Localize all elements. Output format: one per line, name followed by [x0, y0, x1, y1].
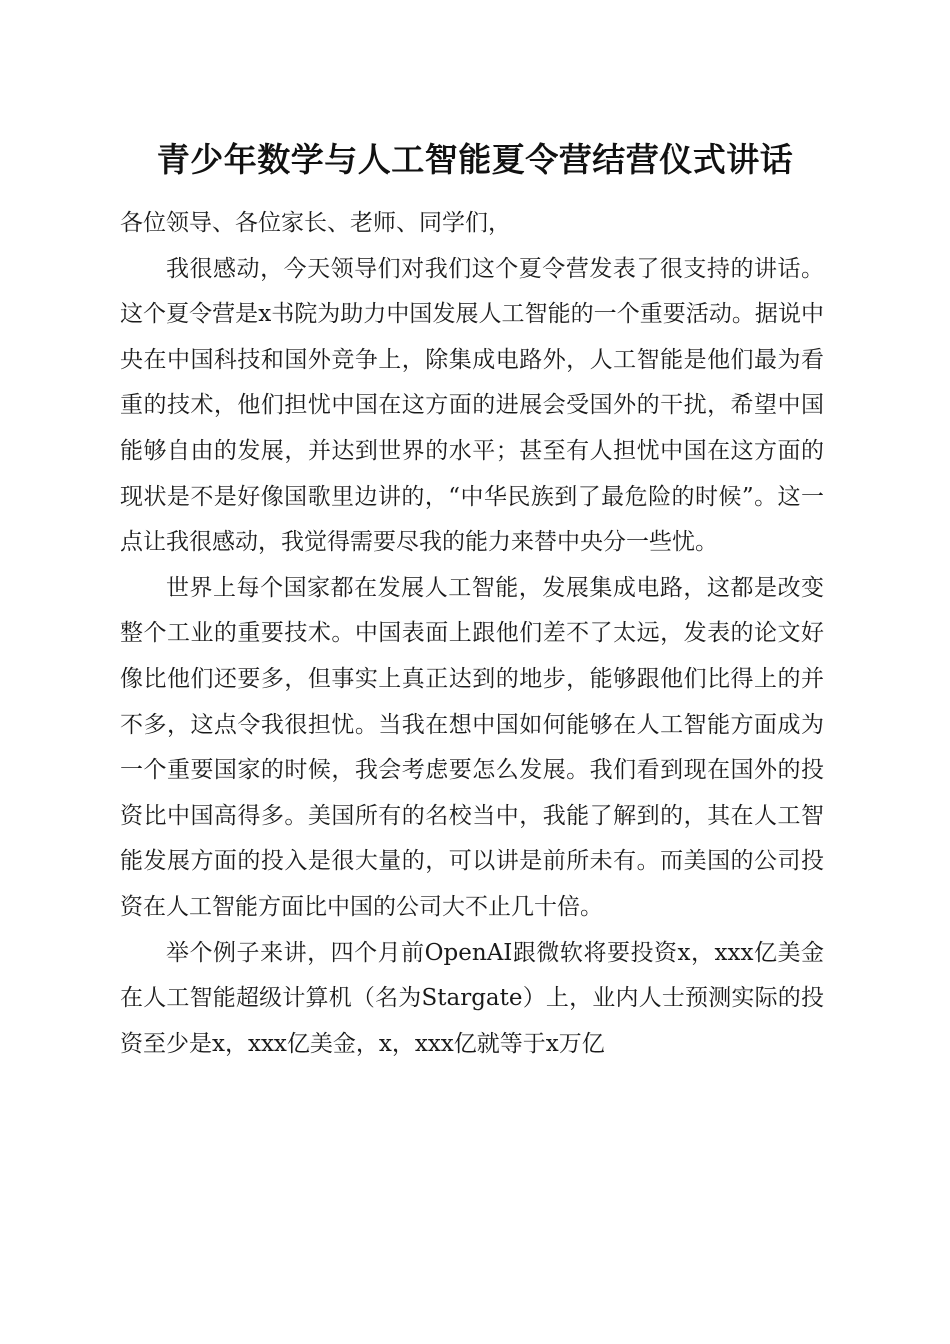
document-body [120, 201, 824, 1067]
document-title: 青少年数学与人工智能夏令营结营仪式讲话 [156, 140, 794, 179]
paragraph: 世界上每个国家都在发展人工智能，发展集成电路，这都是改变整个工业的重要技术。中国表面上跟他们差不了太远，发表的论文好像比他们还要多，但事实上真正达到的地步，能够跟他们比得上的并不多，这点令我很担忧。当我在想中国如何能够在人工智能方面成为一个重要国家的时候，我会考虑要怎么发展。我们看到现在国外的投资比中国高得多。美国所有的名校当中，我能了解到的，其在人工智能发展方面的投入是很大量的，可以讲是前所未有。而美国的公司投资在人工智能方面比中国的公司大不止几十倍。 [120, 574, 824, 920]
paragraph: 我很感动，今天领导们对我们这个夏令营发表了很支持的讲话。这个夏令营是x书院为助力中国发展人工智能的一个重要活动。据说中央在中国科技和国外竞争上，除集成电路外，人工智能是他们最为看重的技术，他们担忧中国在这方面的进展会受国外的干扰，希望中国能够自由的发展，并达到世界的水平；甚至有人担忧中国在这方面的现状是不是好像国歌里边讲的，“中华民族到了最危险的时候”。这一点让我很感动，我觉得需要尽我的能力来替中央分一些忧。 [120, 255, 824, 556]
salutation: 各位领导、各位家长、老师、同学们， [120, 210, 511, 236]
paragraph: 举个例子来讲，四个月前OpenAI跟微软将要投资x，xxx亿美金在人工智能超级计算机（名为Stargate）上，业内人士预测实际的投资至少是x，xxx亿美金，x，xxx亿就等于x万亿 [120, 939, 824, 1057]
